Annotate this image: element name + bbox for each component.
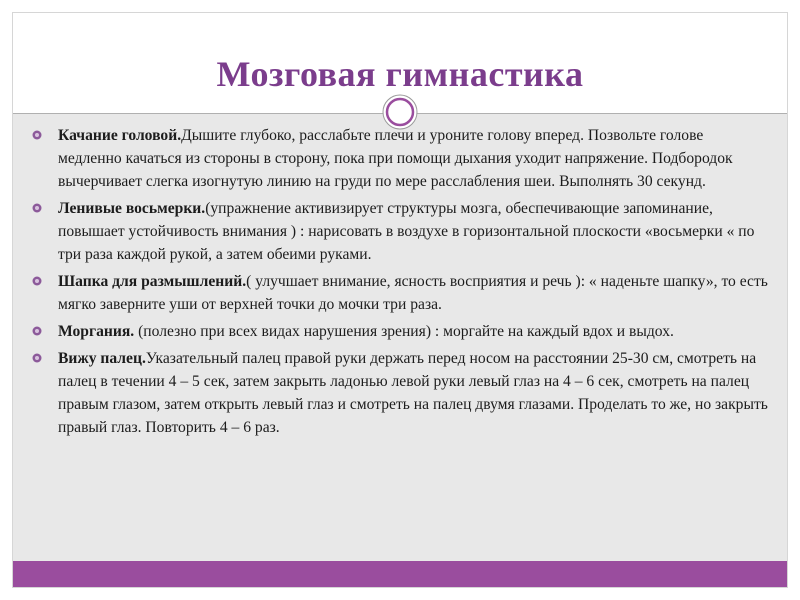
item-heading: Вижу палец. [58, 350, 146, 367]
item-text: (полезно при всех видах нарушения зрения) : моргайте на каждый вдох и выдох. [134, 323, 674, 340]
list-item [30, 197, 770, 266]
item-heading: Ленивые восьмерки. [58, 200, 206, 217]
list-item [30, 124, 770, 193]
circle-bullet-icon [32, 203, 42, 213]
slide-title: Мозговая гимнастика [216, 54, 584, 94]
circle-bullet-icon [32, 326, 42, 336]
item-text: (упражнение активизирует структуры мозга, обеспечивающие запоминание, повышает устойчивость внимания ) : нарисовать в воздухе в горизонтальной плоскости «восьмерки « по три раза каждой рукой, а затем обеими руками. [58, 200, 755, 263]
bullet-list [30, 124, 770, 443]
item-text: ( улучшает внимание, ясность восприятия и речь ): « наденьте шапку», то есть мягко заверните уши от верхней точки до мочки три раза. [58, 273, 768, 313]
circle-bullet-icon [32, 130, 42, 140]
circle-bullet-icon [32, 353, 42, 363]
list-item [30, 347, 770, 439]
list-item [30, 270, 770, 316]
item-heading: Шапка для размышлений. [58, 273, 247, 290]
item-heading: Качание головой. [58, 127, 182, 144]
list-item [30, 320, 770, 343]
item-text: Дышите глубоко, расслабьте плечи и уроните голову вперед. Позвольте голове медленно качаться из стороны в сторону, пока при помощи дыхания уходит напряжение. Подбородок вычерчивает слегка изогнутую линию на груди по мере расслабления шеи. Выполнять 30 секунд. [58, 127, 733, 190]
bottom-accent-bar [13, 561, 787, 587]
circle-bullet-icon [32, 276, 42, 286]
item-text: Указательный палец правой руки держать перед носом на расстоянии 25-30 см, смотреть на палец в течении 4 – 5 сек, затем закрыть ладонью левой руки левый глаз на 4 – 6 сек, смотреть на палец правым глазом, затем открыть левый глаз и смотреть на палец двумя глазами. Проделать то же, но закрыть правый глаз. Повторить 4 – 6 раз. [58, 350, 768, 436]
item-heading: Моргания. [58, 323, 135, 340]
